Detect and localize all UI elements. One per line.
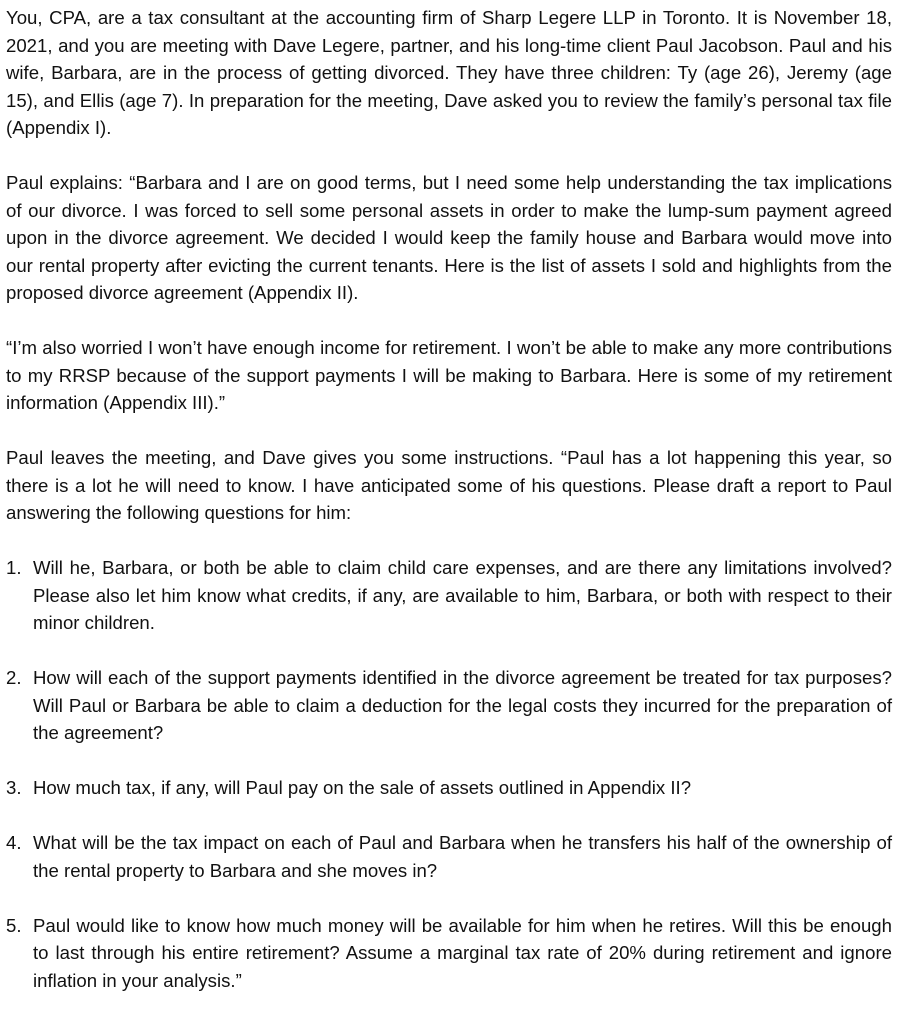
- retirement-concern-paragraph: “I’m also worried I won’t have enough income for retirement. I won’t be able to make any more contributions to my RRSP because of the support payments I will be making to Barbara. Here is some of my retirement information (Appendix III).”: [6, 337, 892, 413]
- question-item: [6, 774, 892, 802]
- intro-paragraph: You, CPA, are a tax consultant at the accounting firm of Sharp Legere LLP in Toronto. It is November 18, 2021, and you are meeting with Dave Legere, partner, and his long-time client Paul Jacobson. Paul and his wife, Barbara, are in the process of getting divorced. They have three children: Ty (age 26), Jeremy (age 15), and Ellis (age 7). In preparation for the meeting, Dave asked you to review the family’s personal tax file (Appendix I).: [6, 7, 892, 138]
- question-text: Will he, Barbara, or both be able to claim child care expenses, and are there any limitations involved? Please also let him know what credits, if any, are available to him, Barbara, or both with respect to their minor children.: [33, 557, 892, 633]
- instructions-paragraph: Paul leaves the meeting, and Dave gives you some instructions. “Paul has a lot happening this year, so there is a lot he will need to know. I have anticipated some of his questions. Please draft a report to Paul answering the following questions for him:: [6, 447, 892, 523]
- question-text: Paul would like to know how much money will be available for him when he retires. Will this be enough to last through his entire retirement? Assume a marginal tax rate of 20% during retirement and ignore inflation in your analysis.”: [33, 914, 892, 991]
- question-item: [6, 554, 892, 637]
- question-item: [6, 912, 892, 995]
- question-item: [6, 664, 892, 747]
- paul-explanation-paragraph: Paul explains: “Barbara and I are on good terms, but I need some help understanding the tax implications of our divorce. I was forced to sell some personal assets in order to make the lump-sum payment agreed upon in the divorce agreement. We decided I would keep the family house and Barbara would move into our rental property after evicting the current tenants. Here is the list of assets I sold and highlights from the proposed divorce agreement (Appendix II).: [6, 172, 892, 303]
- case-document: [6, 4, 892, 994]
- question-number: 3.: [6, 777, 22, 798]
- question-text: What will be the tax impact on each of Paul and Barbara when he transfers his half of the ownership of the rental property to Barbara and she moves in?: [33, 832, 892, 881]
- question-text: How much tax, if any, will Paul pay on the sale of assets outlined in Appendix II?: [33, 777, 692, 798]
- question-text: How will each of the support payments identified in the divorce agreement be treated for tax purposes? Will Paul or Barbara be able to claim a deduction for the legal costs they incurred for the preparation of the agreement?: [33, 667, 892, 743]
- question-number: 4.: [6, 832, 22, 853]
- question-number: 2.: [6, 667, 22, 688]
- question-number: 1.: [6, 557, 22, 578]
- question-item: [6, 829, 892, 884]
- question-number: 5.: [6, 914, 22, 936]
